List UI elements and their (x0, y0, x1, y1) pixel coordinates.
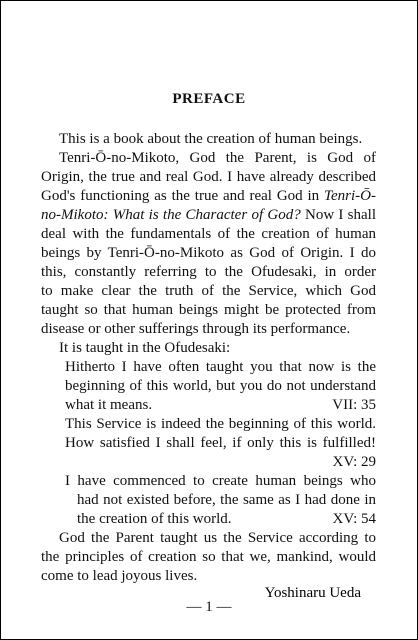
quote-line: I have commenced to create human beings who (65, 473, 376, 489)
verse-reference: XV: 54 (332, 511, 376, 527)
paragraph-line: this, constantly referring to the Ofudesaki, in order (41, 264, 376, 280)
paragraph-line: beings by Tenri-Ō-no-Mikoto as God of Origin. I do (41, 245, 376, 261)
quote-line: This Service is indeed the beginning of this world. (65, 416, 376, 432)
paragraph-line: disease or other sufferings through its performance. (41, 321, 351, 337)
quote-line (77, 509, 376, 529)
paragraph-line: taught so that human beings might be protected from (41, 302, 376, 318)
quote-line (65, 395, 376, 415)
verse-reference: VII: 35 (332, 397, 376, 413)
text-span: Now I shall (300, 207, 376, 223)
quote-line: had not existed before, the same as I had done in (77, 492, 376, 508)
text-span: God's functioning as the true and real God in (41, 188, 325, 204)
quote-text: the creation of this world. (77, 511, 232, 527)
paragraph-line: come to lead joyous lives. (41, 568, 198, 584)
verse-reference: XV: 29 (332, 454, 376, 470)
paragraph-line (41, 186, 376, 206)
quote-line: Hitherto I have often taught you that now is the (65, 359, 376, 375)
paragraph-line: This is a book about the creation of human beings. (59, 131, 363, 147)
paragraph-line: the principles of creation so that we, mankind, would (41, 549, 376, 565)
book-title-italic: no-Mikoto: What is the Character of God? (41, 207, 301, 223)
page-number: — 1 — (186, 599, 232, 615)
quote-line: How satisfied I shall feel, if only this is fulfilled! (65, 435, 376, 451)
paragraph-line: Origin, the true and real God. I have already described (41, 169, 376, 185)
paragraph-line: It is taught in the Ofudesaki: (59, 340, 231, 356)
paragraph-line: to make clear the truth of the Service, which God (41, 283, 376, 299)
author-signature: Yoshinaru Ueda (264, 585, 361, 601)
paragraph-line: deal with the fundamentals of the creation of human (41, 226, 376, 242)
quote-text: what it means. (65, 397, 153, 413)
paragraph-line: Tenri-Ō-no-Mikoto, God the Parent, is God of (59, 150, 376, 166)
page-title: PREFACE (172, 91, 246, 107)
paragraph-line: God the Parent taught us the Service according to (59, 530, 376, 546)
book-title-italic: Tenri-Ō- (324, 188, 376, 204)
quote-line: beginning of this world, but you do not understand (65, 378, 376, 394)
paragraph-line (41, 205, 376, 225)
